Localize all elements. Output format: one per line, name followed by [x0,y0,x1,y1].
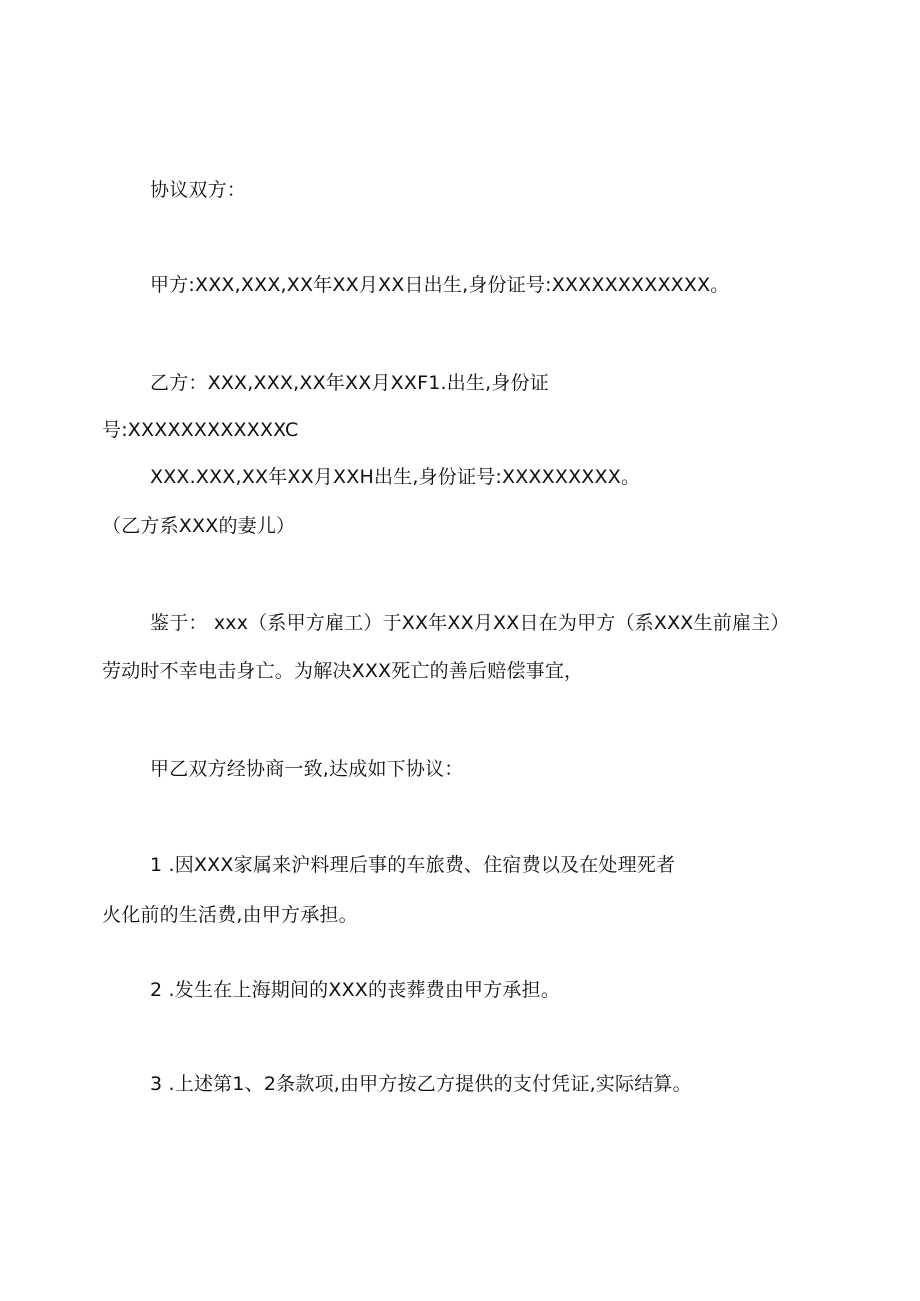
clause-2: 2 .发生在上海期间的XXX的丧葬费由甲方承担。 [150,979,561,1001]
parties-heading: 协议双方： [150,179,247,201]
clause-3: 3 .上述第1、2条款项,由甲方按乙方提供的支付凭证,实际结算。 [150,1073,692,1095]
clause-1-line-2: 火化前的生活费,由甲方承担。 [102,904,358,926]
whereas-line-1: 鉴于： xxx（系甲方雇工）于XX年XX月XX日在为甲方（系XXX生前雇主） [150,612,790,634]
party-b-line-2: 号:XXXXXXXXXXXXC [102,419,299,441]
party-b-line-1: 乙方：XXX,XXX,XX年XX月XXF1.出生,身份证 [150,372,549,394]
party-b-note: （乙方系XXX的妻儿） [102,515,296,537]
party-b-line-3: XXX.XXX,XX年XX月XXH出生,身份证号:XXXXXXXXX。 [150,466,641,488]
agreement-intro: 甲乙双方经协商一致,达成如下协议： [150,758,464,780]
clause-1-line-1: 1 .因XXX家属来沪料理后事的车旅费、住宿费以及在处理死者 [150,854,676,876]
whereas-line-2: 劳动时不幸电击身亡。为解决XXX死亡的善后赔偿事宜， [102,660,584,682]
party-a-line: 甲方:XXX,XXX,XX年XX月XX日出生,身份证号:XXXXXXXXXXXX。 [150,274,730,296]
